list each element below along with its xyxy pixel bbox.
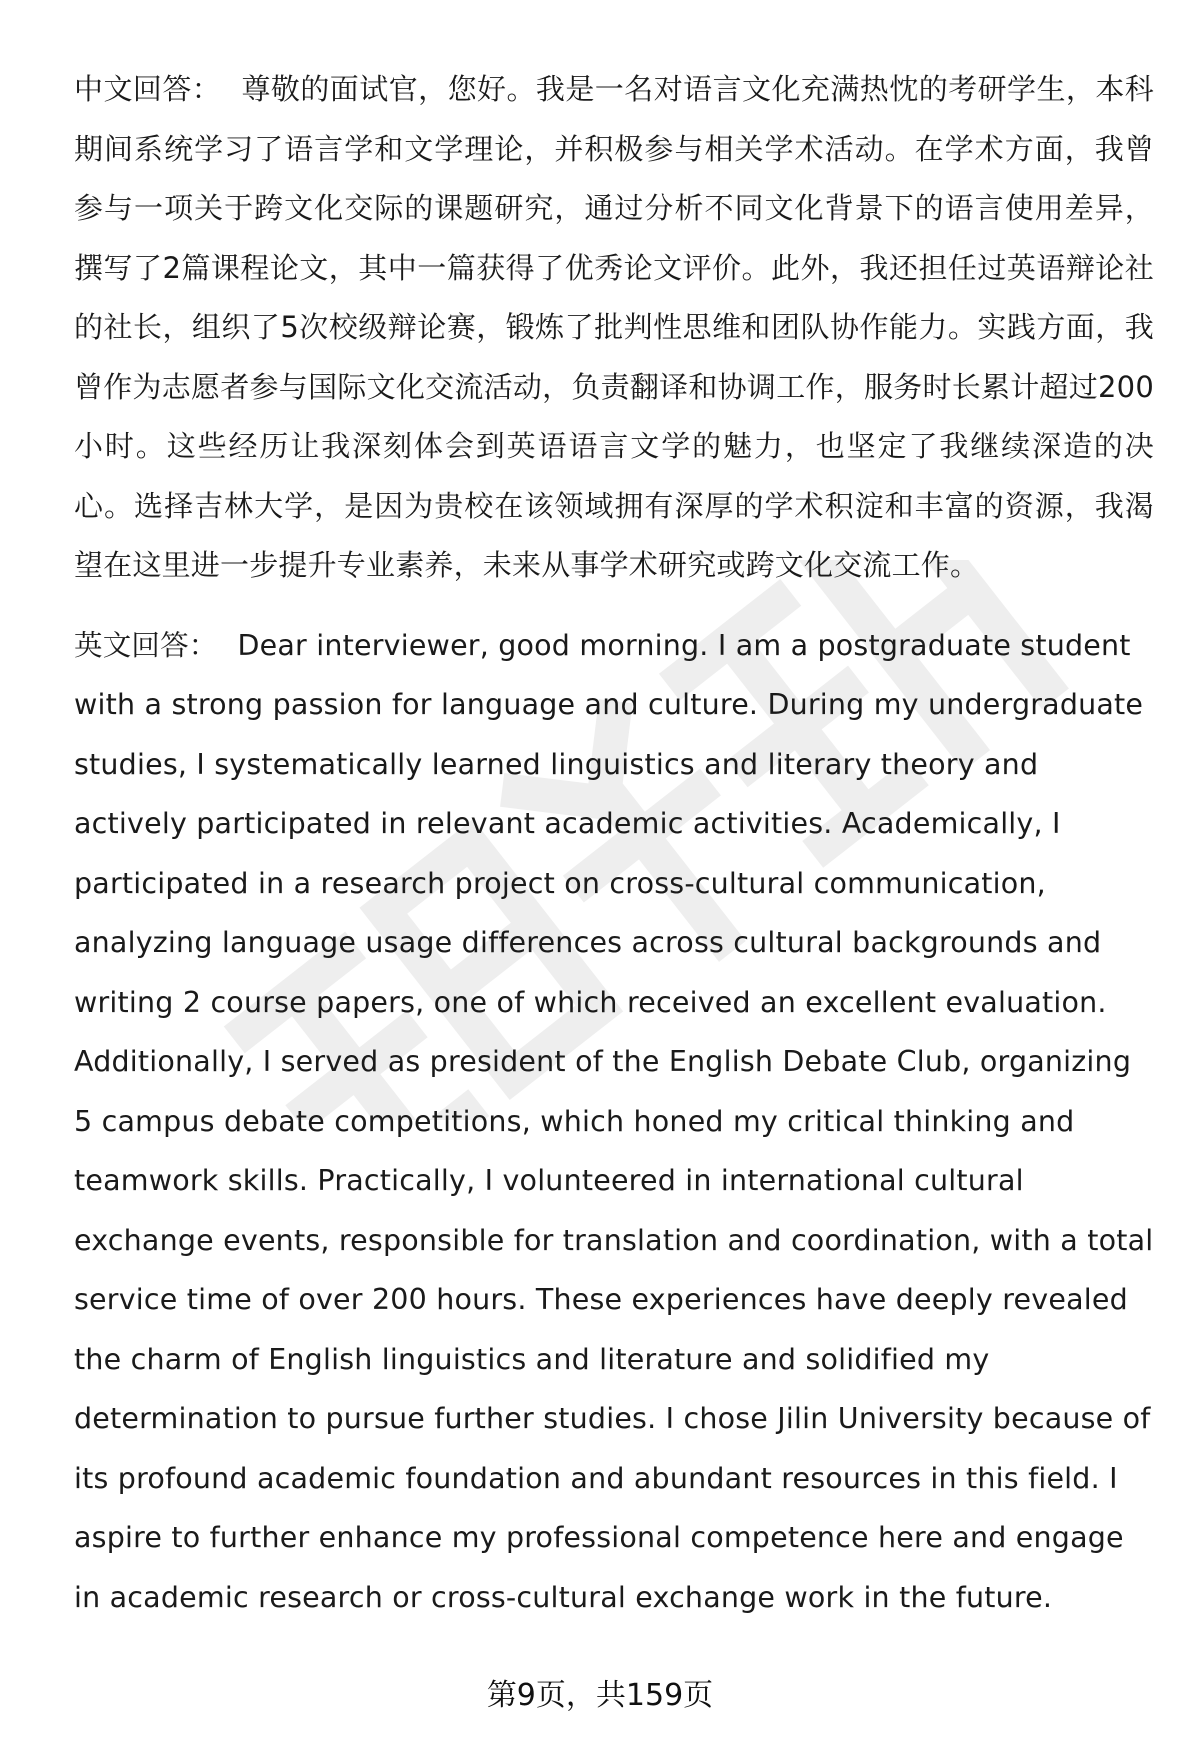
chinese-answer-paragraph [74, 60, 1154, 596]
english-answer-text: Dear interviewer, good morning. I am a postgraduate student with a strong passion for language and culture. During my undergraduate studies, I systematically learned linguistics and literary theory and actively participated in relevant academic activities. Academically, I participated in a research project on cross-cultural communication, analyzing language usage differences across cultural backgrounds and writing 2 course papers, one of which received an excellent evaluation. Additionally, I served as president of the English Debate Club, organizing 5 campus debate competitions, which honed my critical thinking and teamwork skills. Practically, I volunteered in international cultural exchange events, responsible for translation and coordination, with a total service time of over 200 hours. These experiences have deeply revealed the charm of English linguistics and literature and solidified my determination to pursue further studies. I chose Jilin University because of its profound academic foundation and abundant resources in this field. I aspire to further enhance my professional competence here and engage in academic research or cross-cultural exchange work in the future. [74, 628, 1154, 1614]
document-body [74, 60, 1154, 1627]
page-number-footer: 第9页，共159页 [486, 1678, 714, 1713]
chinese-answer-label: 中文回答： [74, 72, 222, 106]
chinese-answer-text: 尊敬的面试官，您好。我是一名对语言文化充满热忱的考研学生，本科期间系统学习了语言学和文学理论，并积极参与相关学术活动。在学术方面，我曾参与一项关于跨文化交际的课题研究，通过分析不同文化背景下的语言使用差异，撰写了2篇课程论文，其中一篇获得了优秀论文评价。此外，我还担任过英语辩论社的社长，组织了5次校级辩论赛，锻炼了批判性思维和团队协作能力。实践方面，我曾作为志愿者参与国际文化交流活动，负责翻译和协调工作，服务时长累计超过200小时。这些经历让我深刻体会到英语语言文学的魅力，也坚定了我继续深造的决心。选择吉林大学，是因为贵校在该领域拥有深厚的学术积淀和丰富的资源，我渴望在这里进一步提升专业素养，未来从事学术研究或跨文化交流工作。 [74, 72, 1154, 582]
english-answer-paragraph [74, 616, 1154, 1628]
english-answer-label: 英文回答： [74, 628, 218, 662]
